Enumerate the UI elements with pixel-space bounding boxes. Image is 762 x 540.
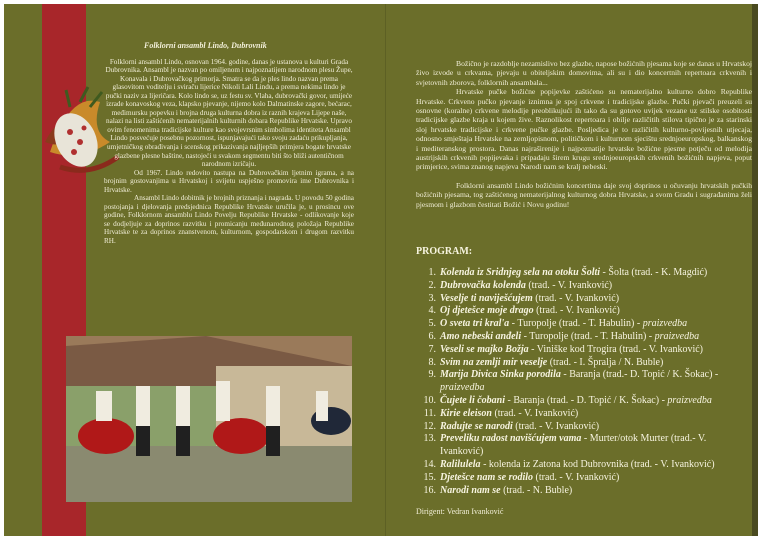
right-edge	[752, 4, 758, 536]
item-credits: (trad. - V. Ivanković)	[532, 292, 620, 304]
item-credits: - Viniške kod Trogira (trad. - V. Ivanković)	[528, 343, 704, 355]
paragraph: Božično je razdoblje nezamislivo bez glazbe, napose božićnih pjesama koje se danas u Hrvatskoj živo izvode u crkvama, pjevaju u obiteljskim domovima, ali su i dio koncertnih repertoara crkvenih i svjetovnih zborova, folklornih ansambala...	[416, 59, 752, 87]
item-title: Dubrovačka kolenda	[440, 279, 526, 291]
program-item	[416, 305, 752, 318]
item-note: praizvedba	[667, 394, 712, 406]
item-number: 9.	[428, 369, 436, 381]
program-item	[416, 459, 752, 472]
program-item	[416, 369, 752, 395]
item-credits: - Turopolje (trad. - T. Habulin) -	[509, 318, 643, 330]
program-item	[416, 485, 752, 498]
item-number: 12.	[423, 420, 436, 432]
item-number: 7.	[428, 343, 436, 355]
conductor: Dirigent: Vedran Ivanković	[416, 507, 504, 517]
program-item	[416, 408, 752, 421]
item-title: Amo nebeski anđeli	[440, 330, 522, 342]
item-number: 10.	[423, 394, 436, 406]
program-item	[416, 267, 752, 280]
paragraph: Hrvatske pučke božićne popijevke zaštićeno su nematerijalno kulturno dobro Republike Hrvatske. Crkveno pučko pjevanje iznimna je spoj crkvene i tradicijske glazbe. Pučki pjevači preuzeli su osnovne (koralne) crkvene melodije preoblikujući ih tako da su gotovo uvijek vezane uz stilske osobitosti tradicijske glazbe kraja u kojem žive. Raznolikost repertoara i obilje različitih stilova tipično je za starinski sloj hrvatske tradicijske i crkvene pučke glazbe. Posljedica je to različitih kulturno-povijesnih utjecaja, odnosno smještaja Hrvatske na zemljopisnom, političkom i kulturnom sjecištu srednjoeuropskog, balkanskog i mediteranskog prostora. Danas najraširenije i najpoznatije hrvatske božićne pjesme potječu od melodija austrijskih crkvenih popijevaka i pripadaju širem krugu srednjoeuropskih crkvenih božićnih napjeva, poput primjerice, svima znanog napjeva Narodi nam se kralj nebeski.	[416, 87, 752, 172]
program-item	[416, 280, 752, 293]
item-number: 15.	[423, 471, 436, 483]
item-title: Preveliku radost navišćujem vama	[440, 433, 582, 445]
program-item	[416, 293, 752, 306]
program-item	[416, 318, 752, 331]
item-note: praizvedba	[440, 382, 485, 394]
program-item	[416, 472, 752, 485]
item-credits: - Šolta (trad. - K. Magdić)	[600, 267, 708, 278]
item-credits: (trad. - I. Špralja / N. Buble)	[547, 356, 664, 368]
item-number: 6.	[428, 330, 436, 342]
item-title: Marija Divica Sinka porodila	[440, 369, 561, 381]
program-heading: PROGRAM:	[416, 246, 473, 257]
program-item	[416, 395, 752, 408]
item-note: praizvedba	[642, 318, 688, 330]
item-number: 1.	[428, 267, 436, 278]
program-list	[416, 267, 752, 497]
item-credits: - kolenda iz Zatona kod Dubrovnika (trad. - V. Ivanković)	[480, 458, 715, 470]
item-title: Oj djetešce moje drago	[440, 305, 534, 317]
folk-dancers-photo	[66, 336, 352, 502]
item-number: 5.	[428, 318, 436, 330]
ensemble-title: Folklorni ansambl Lindo, Dubrovnik	[144, 41, 267, 50]
item-number: 13.	[423, 433, 436, 445]
item-credits: - Baranja (trad.- D. Topić / K. Šokac) -	[560, 369, 719, 381]
item-number: 4.	[428, 305, 436, 317]
item-credits: - Murter/otok Murter (trad.- V. Ivanković)	[440, 433, 707, 458]
item-number: 2.	[428, 279, 436, 291]
ensemble-description	[104, 42, 354, 246]
item-credits: - Baranja (trad. - D. Topić / K. Šokac) -	[505, 394, 668, 406]
program	[416, 246, 752, 517]
program-item	[416, 433, 752, 459]
christmas-text	[416, 59, 752, 209]
item-number: 11.	[423, 407, 436, 419]
item-number: 8.	[428, 356, 436, 368]
item-title: Kirie eleison	[440, 407, 492, 419]
paragraph: Ansambl Lindo dobitnik je brojnih priznanja i nagrada. U povodu 50 godina postojanja i djelovanja predsjednica Republike Hrvatske uručila je, u prosincu ove godine, Folklornom ansamblu Lindo Povelju Republike Hrvatske - odlikovanje koje se dodjeljuje za doprinos razvitku i promicanju međunarodnog položaja Republike Hrvatske te za doprinos znanstvenom, kulturnom, gospodarskom i drugom razvitku RH.	[104, 194, 354, 246]
paragraph: Folklorni ansambl Lindo božićnim koncertima daje svoj doprinos u očuvanju hrvatskih pučkih božićnih pjesama, tog zaštićenog nematerijalnog kulturnog dobra Hrvatske, a svom Gradu i sugrađanima želi pjesmom i glazbom čestitati Božić i Novu godinu!	[416, 180, 752, 209]
item-number: 3.	[428, 292, 436, 304]
item-title: Narodi nam se	[440, 484, 501, 496]
item-credits: (trad. - V. Ivanković)	[533, 305, 620, 317]
item-title: Veseli se majko Božja	[440, 343, 529, 355]
item-credits: (trad. - N. Buble)	[500, 484, 573, 496]
item-note: praizvedba	[654, 330, 700, 342]
item-credits: (trad. - V. Ivanković)	[533, 471, 620, 483]
program-item	[416, 344, 752, 357]
program-item	[416, 421, 752, 434]
fold-line	[385, 4, 386, 536]
item-title: Kolenda iz Sridnjeg sela na otoku Šolti	[440, 267, 601, 278]
item-credits: - Turopolje (trad. - T. Habulin) -	[521, 330, 655, 342]
item-title: O sveta tri kral'a	[440, 318, 510, 330]
item-title: Djetešce nam se rodilo	[440, 471, 534, 483]
item-title: Svim na zemlji mir veselje	[440, 356, 548, 368]
paragraph: Od 1967. Lindo redovito nastupa na Dubrovačkim ljetnim igrama, a na brojnim gostovanjima u Hrvatskoj i svijetu uspješno promovira ime Dubrovnika i Hrvatske.	[104, 168, 354, 194]
item-number: 14.	[423, 458, 436, 470]
item-credits: (trad. - V. Ivanković)	[491, 407, 579, 419]
item-number: 16.	[423, 484, 436, 496]
program-item	[416, 357, 752, 370]
brochure-page	[4, 4, 758, 536]
item-title: Čujete li čobani	[440, 394, 505, 406]
item-credits: (trad. - V. Ivanković)	[512, 420, 600, 432]
item-credits: (trad. - V. Ivanković)	[525, 279, 613, 291]
item-title: Veselje ti naviješćujem	[440, 292, 533, 304]
paragraph: Folklorni ansambl Lindo, osnovan 1964. godine, danas je ustanova u kulturi Grada Dubrovnika. Ansambl je nazvan po omiljenom i najpoznatijem narodnom plesu Župe, Konavala i Dubrovačkog primorja. Smatra se da je ples lindo nazvan prema glasovitom voditelju i sviraču lijerice Nikoli Lali Lindu, a prema nekima lindo je pučki naziv za lijeričara. Kolo lindo se, uz festu sv. Vlaha, dubrovački govor, umijeće izrade konavoskog veza, klapsko pjevanje, nijemo kolo Dalmatinske zagore, bećarac, međimursku popevku i brojna druga kulturna dobra iz raznih krajeva Lijepe naše, nalazi na listi zaštićenih nematerijalnih kulturnih dobara Republike Hrvatske. Upravo ovim fenomenima tradicijske kulture kao svojevrsnim simbolima identiteta Ansambl Lindo posvećuje posebnu pozornost, ispunjavajući tako svoju zadaću prikupljanja, umjetničkog obrađivanja i scenskog prikazivanja najljepših primjera bogate hrvatske glazbene plesne baštine, nastojeći u svakom segmentu biti što bliži autentičnom narodnom izričaju.	[105, 57, 353, 169]
item-title: Ralilulela	[440, 458, 481, 470]
item-title: Radujte se narodi	[440, 420, 513, 432]
program-item	[416, 331, 752, 344]
